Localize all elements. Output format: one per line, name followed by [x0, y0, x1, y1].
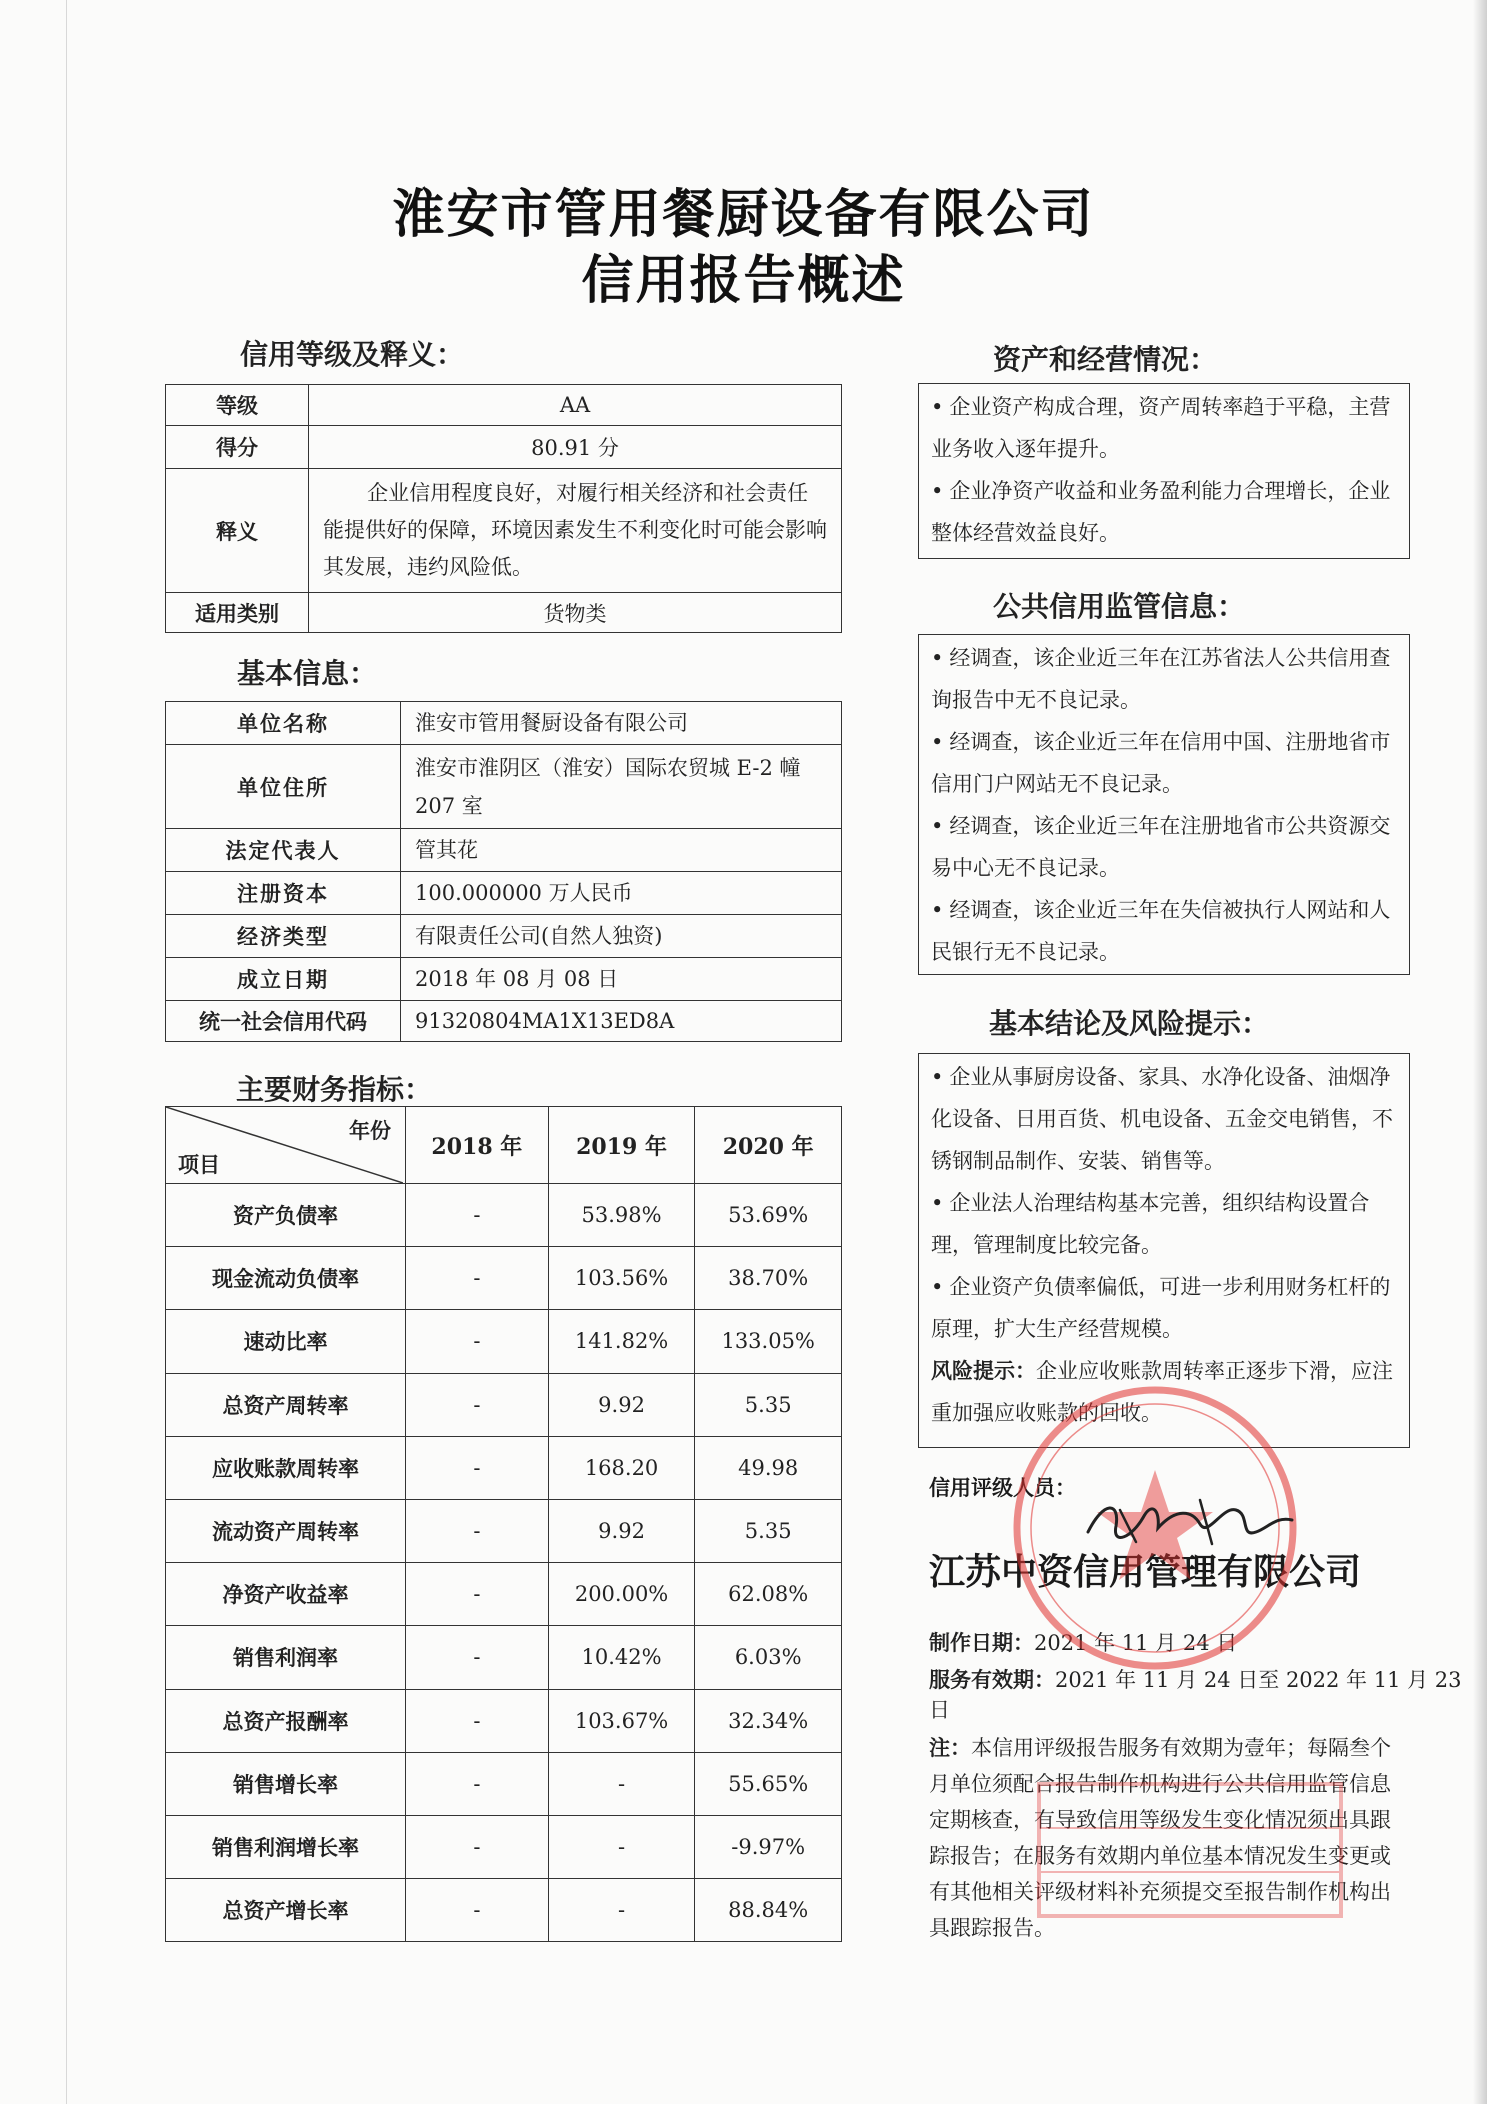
- list-item: [931, 721, 1397, 805]
- basic-info-table: [165, 701, 842, 1042]
- table-row: [166, 593, 842, 633]
- value-2018-cell: -: [406, 1247, 549, 1310]
- finance-item-cell: 销售利润增长率: [166, 1815, 406, 1878]
- value-2020-cell: 6.03%: [695, 1626, 842, 1689]
- assets-box: [918, 383, 1410, 559]
- value-2020-cell: 88.84%: [695, 1879, 842, 1942]
- bullet-icon: •: [931, 1065, 944, 1089]
- table-row: [166, 1247, 842, 1310]
- value-2018-cell: -: [406, 1436, 549, 1499]
- value-2018-cell: -: [406, 1752, 549, 1815]
- issuer-company: 江苏中资信用管理有限公司: [929, 1552, 1362, 1593]
- risk-text: 企业应收账款周转率正逐步下滑，应注重加强应收账款的回收。: [931, 1359, 1393, 1425]
- finance-item-cell: 总资产报酬率: [166, 1689, 406, 1752]
- valid-period-value: 2021 年 11 月 24 日至 2022 年 11 月 23 日: [929, 1668, 1462, 1722]
- value-2019-cell: 200.00%: [548, 1563, 695, 1626]
- explain-label: 释义: [166, 469, 309, 593]
- page-edge-shadow: [1473, 0, 1487, 2104]
- finance-item-cell: 资产负债率: [166, 1184, 406, 1247]
- year-header: 2019 年: [548, 1107, 695, 1184]
- finance-item-cell: 流动资产周转率: [166, 1499, 406, 1562]
- rectangular-stamp-icon: [1035, 1780, 1345, 1920]
- basic-value: 2018 年 08 月 08 日: [401, 958, 842, 1001]
- bullet-icon: •: [931, 730, 944, 754]
- value-2018-cell: -: [406, 1626, 549, 1689]
- finance-body: [166, 1184, 842, 1942]
- value-2019-cell: 9.92: [548, 1499, 695, 1562]
- basic-label: 统一社会信用代码: [166, 1001, 401, 1042]
- finance-item-cell: 应收账款周转率: [166, 1436, 406, 1499]
- value-2020-cell: 55.65%: [695, 1752, 842, 1815]
- public-item-text: 经调查，该企业近三年在江苏省法人公共信用查询报告中无不良记录。: [931, 646, 1391, 712]
- value-2018-cell: -: [406, 1499, 549, 1562]
- list-item: [931, 386, 1397, 470]
- corner-header-cell: [166, 1107, 406, 1184]
- basic-value: 淮安市管用餐厨设备有限公司: [401, 702, 842, 745]
- table-row: [166, 915, 842, 958]
- value-2018-cell: -: [406, 1184, 549, 1247]
- basic-value: 管其花: [401, 829, 842, 872]
- made-date-value: 2021 年 11 月 24 日: [1034, 1631, 1238, 1655]
- value-2020-cell: 38.70%: [695, 1247, 842, 1310]
- finance-table: [165, 1106, 842, 1942]
- value-2020-cell: 133.05%: [695, 1310, 842, 1373]
- table-row: [166, 1689, 842, 1752]
- list-item: [931, 470, 1397, 554]
- value-2020-cell: 5.35: [695, 1373, 842, 1436]
- table-row: [166, 1752, 842, 1815]
- table-row: [166, 469, 842, 593]
- value-2019-cell: -: [548, 1879, 695, 1942]
- value-2018-cell: -: [406, 1563, 549, 1626]
- finance-item-cell: 销售利润率: [166, 1626, 406, 1689]
- grade-value: AA: [309, 385, 842, 426]
- credit-grade-table: [165, 384, 842, 633]
- score-label: 得分: [166, 426, 309, 469]
- handwritten-signature-icon: [1080, 1480, 1300, 1560]
- score-value: 80.91 分: [309, 426, 842, 469]
- value-2019-cell: 141.82%: [548, 1310, 695, 1373]
- basic-label: 经济类型: [166, 915, 401, 958]
- basic-value: 有限责任公司(自然人独资): [401, 915, 842, 958]
- table-row: [166, 1310, 842, 1373]
- table-row: [166, 1563, 842, 1626]
- bullet-icon: •: [931, 898, 944, 922]
- bullet-icon: •: [931, 1275, 944, 1299]
- value-2019-cell: 9.92: [548, 1373, 695, 1436]
- explain-value: 企业信用程度良好，对履行相关经济和社会责任能提供好的保障，环境因素发生不利变化时可能会影响其发展，违约风险低。: [309, 469, 842, 593]
- value-2019-cell: -: [548, 1752, 695, 1815]
- public-item-text: 经调查，该企业近三年在信用中国、注册地省市信用门户网站无不良记录。: [931, 730, 1391, 796]
- table-row: [166, 1879, 842, 1942]
- fold-line: [66, 0, 67, 2104]
- table-row: [166, 872, 842, 915]
- value-2020-cell: -9.97%: [695, 1815, 842, 1878]
- table-row: [166, 702, 842, 745]
- bullet-icon: •: [931, 646, 944, 670]
- basic-label: 法定代表人: [166, 829, 401, 872]
- basic-label: 单位名称: [166, 702, 401, 745]
- note-label: 注：: [929, 1736, 971, 1760]
- value-2018-cell: -: [406, 1689, 549, 1752]
- bullet-icon: •: [931, 479, 944, 503]
- list-item: [931, 805, 1397, 889]
- value-2018-cell: -: [406, 1815, 549, 1878]
- basic-value: 100.000000 万人民币: [401, 872, 842, 915]
- table-row: [166, 1001, 842, 1042]
- table-row: [166, 1436, 842, 1499]
- table-row: [166, 829, 842, 872]
- value-2018-cell: -: [406, 1879, 549, 1942]
- value-2019-cell: 10.42%: [548, 1626, 695, 1689]
- assets-heading: 资产和经营情况：: [993, 343, 1218, 376]
- conclusion-item-text: 企业法人治理结构基本完善，组织结构设置合理，管理制度比较完备。: [931, 1191, 1370, 1257]
- bullet-icon: •: [931, 395, 944, 419]
- public-item-text: 经调查，该企业近三年在失信被执行人网站和人民银行无不良记录。: [931, 898, 1391, 964]
- table-row: [166, 1626, 842, 1689]
- value-2019-cell: 168.20: [548, 1436, 695, 1499]
- grade-label: 等级: [166, 385, 309, 426]
- risk-label: 风险提示：: [931, 1359, 1036, 1383]
- finance-header-row: [166, 1107, 842, 1184]
- finance-item-cell: 总资产增长率: [166, 1879, 406, 1942]
- basic-label: 单位住所: [166, 745, 401, 829]
- conclusion-item-text: 企业资产负债率偏低，可进一步利用财务杠杆的原理，扩大生产经营规模。: [931, 1275, 1391, 1341]
- public-item-text: 经调查，该企业近三年在注册地省市公共资源交易中心无不良记录。: [931, 814, 1391, 880]
- finance-item-cell: 现金流动负债率: [166, 1247, 406, 1310]
- category-value: 货物类: [309, 593, 842, 633]
- rater-label: 信用评级人员：: [929, 1476, 1076, 1500]
- value-2020-cell: 49.98: [695, 1436, 842, 1499]
- conclusion-item-text: 企业从事厨房设备、家具、水净化设备、油烟净化设备、日用百货、机电设备、五金交电销售，不锈钢制品制作、安装、销售等。: [931, 1065, 1393, 1173]
- conclusion-heading: 基本结论及风险提示：: [989, 1007, 1270, 1040]
- category-label: 适用类别: [166, 593, 309, 633]
- year-header: 2018 年: [406, 1107, 549, 1184]
- basic-value: 91320804MA1X13ED8A: [401, 1001, 842, 1042]
- valid-period-label: 服务有效期：: [929, 1668, 1055, 1692]
- value-2020-cell: 5.35: [695, 1499, 842, 1562]
- basic-label: 注册资本: [166, 872, 401, 915]
- credit-heading: 信用等级及释义：: [240, 338, 465, 371]
- list-item: [931, 1056, 1397, 1182]
- value-2020-cell: 32.34%: [695, 1689, 842, 1752]
- bullet-icon: •: [931, 814, 944, 838]
- table-row: [166, 1499, 842, 1562]
- basic-value: 淮安市淮阴区（淮安）国际农贸城 E-2 幢 207 室: [401, 745, 842, 829]
- list-item: [931, 637, 1397, 721]
- value-2018-cell: -: [406, 1373, 549, 1436]
- value-2019-cell: 53.98%: [548, 1184, 695, 1247]
- report-title-subtitle: 信用报告概述: [581, 250, 906, 311]
- bullet-icon: •: [931, 1191, 944, 1215]
- value-2018-cell: -: [406, 1310, 549, 1373]
- basic-heading: 基本信息：: [237, 657, 378, 690]
- table-row: [166, 385, 842, 426]
- corner-item-label: 项目: [178, 1153, 220, 1177]
- finance-item-cell: 总资产周转率: [166, 1373, 406, 1436]
- assets-item-text: 企业净资产收益和业务盈利能力合理增长，企业整体经营效益良好。: [931, 479, 1391, 545]
- note-text: 本信用评级报告服务有效期为壹年；每隔叁个月单位须配合报告制作机构进行公共信用监管信息定期核查，有导致信用等级发生变化情况须出具跟踪报告；在服务有效期内单位基本情况发生变更或有其他相关评级材料补充须提交至报告制作机构出具跟踪报告。: [929, 1736, 1391, 1940]
- value-2020-cell: 53.69%: [695, 1184, 842, 1247]
- value-2019-cell: 103.67%: [548, 1689, 695, 1752]
- finance-item-cell: 销售增长率: [166, 1752, 406, 1815]
- basic-label: 成立日期: [166, 958, 401, 1001]
- public-heading: 公共信用监管信息：: [993, 590, 1246, 623]
- table-row: [166, 1815, 842, 1878]
- list-item: [931, 1266, 1397, 1350]
- table-row: [166, 426, 842, 469]
- public-box: [918, 634, 1410, 975]
- finance-item-cell: 净资产收益率: [166, 1563, 406, 1626]
- corner-year-label: 年份: [349, 1119, 391, 1143]
- value-2020-cell: 62.08%: [695, 1563, 842, 1626]
- made-date-label: 制作日期：: [929, 1631, 1034, 1655]
- table-row: [166, 958, 842, 1001]
- finance-heading: 主要财务指标：: [236, 1073, 433, 1106]
- year-header: 2020 年: [695, 1107, 842, 1184]
- report-title-company: 淮安市管用餐厨设备有限公司: [392, 184, 1095, 245]
- assets-item-text: 企业资产构成合理，资产周转率趋于平稳，主营业务收入逐年提升。: [931, 395, 1391, 461]
- value-2019-cell: -: [548, 1815, 695, 1878]
- list-item: [931, 889, 1397, 973]
- table-row: [166, 745, 842, 829]
- list-item: [931, 1182, 1397, 1266]
- finance-item-cell: 速动比率: [166, 1310, 406, 1373]
- table-row: [166, 1373, 842, 1436]
- value-2019-cell: 103.56%: [548, 1247, 695, 1310]
- table-row: [166, 1184, 842, 1247]
